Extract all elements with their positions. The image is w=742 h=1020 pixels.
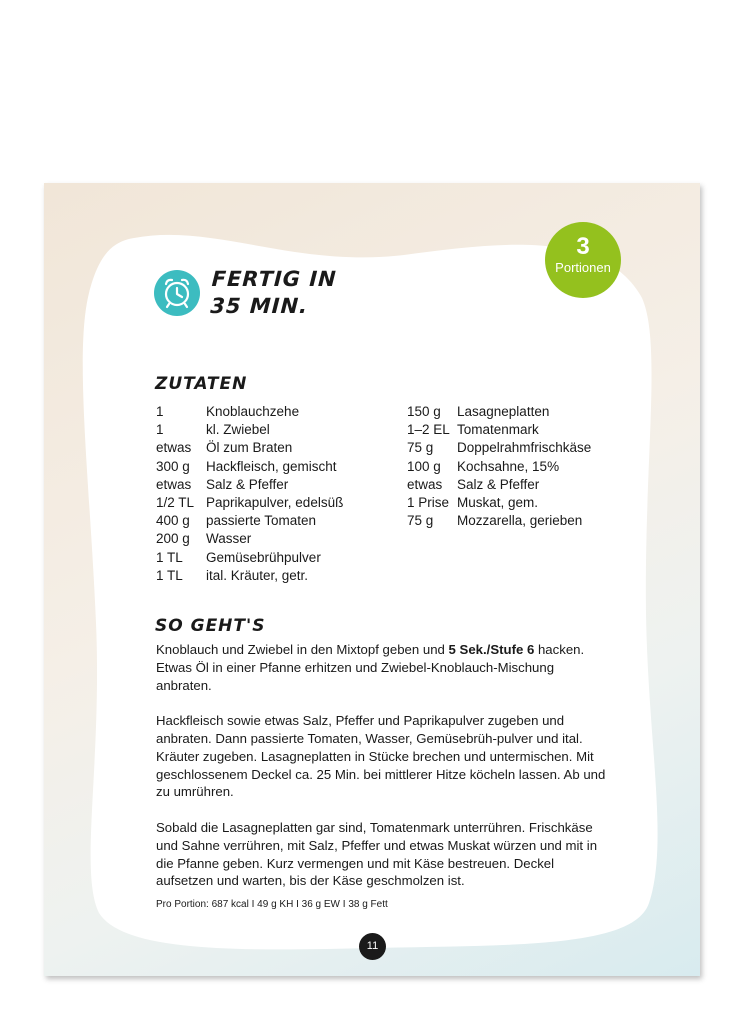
ingredient-row — [407, 439, 591, 457]
ingredient-quantity: 150 g — [407, 404, 441, 419]
step-paragraph-2: Hackfleisch sowie etwas Salz, Pfeffer und Paprikapulver zugeben und anbraten. Dann passierte Tomaten, Wasser, Gemüsebrüh-pulver und ital. Kräuter zugeben. Lasagneplatten in Stücke brechen und untermischen. Mit geschlossenem Deckel ca. 25 Min. bei mittlerer Hitze köcheln lassen. Ab und zu umrühren. — [156, 713, 606, 800]
ingredient-row — [156, 530, 343, 548]
nutrition-info: Pro Portion: 687 kcal I 49 g KH I 36 g EW I 38 g Fett — [156, 899, 388, 910]
portions-label: Portionen — [555, 260, 611, 275]
ingredient-name: Muskat, gem. — [457, 494, 539, 510]
ingredients-heading: ZUTATEN — [155, 374, 248, 394]
ingredient-name: Paprikapulver, edelsüß — [206, 494, 344, 510]
ingredient-name: Salz & Pfeffer — [457, 476, 540, 492]
instructions — [156, 641, 606, 908]
portions-badge — [545, 222, 621, 298]
ingredient-quantity: 100 g — [407, 458, 441, 474]
ingredient-row — [156, 403, 343, 421]
ingredient-name: ital. Kräuter, getr. — [206, 567, 309, 583]
ingredient-name: Lasagneplatten — [457, 404, 550, 419]
ingredient-name: Knoblauchzehe — [206, 404, 300, 419]
ingredient-name: Tomatenmark — [457, 422, 539, 438]
ingredient-quantity: 1 — [156, 404, 164, 419]
ingredient-name: passierte Tomaten — [206, 513, 317, 529]
ingredient-name: Doppelrahmfrischkäse — [457, 440, 592, 456]
ingredient-name: Kochsahne, 15% — [457, 458, 560, 474]
ingredient-quantity: 400 g — [156, 513, 190, 529]
ingredient-row — [407, 512, 591, 530]
ingredient-row — [156, 476, 343, 494]
ingredients-list-right — [407, 403, 591, 530]
ingredient-row — [407, 458, 591, 476]
cooking-time — [210, 266, 338, 320]
ingredient-name: kl. Zwiebel — [206, 422, 270, 438]
ingredient-row — [407, 476, 591, 494]
alarm-clock-icon — [154, 270, 200, 316]
ingredient-row — [407, 403, 591, 421]
ingredient-row — [156, 421, 343, 439]
ingredient-row — [407, 494, 591, 512]
ingredient-quantity: 200 g — [156, 531, 190, 547]
cooking-time-line2: 35 MIN. — [209, 294, 309, 318]
page-number: 11 — [359, 933, 386, 960]
cooking-time-line1: FERTIG IN — [211, 267, 338, 291]
ingredient-quantity: 1–2 EL — [407, 422, 450, 438]
ingredient-row — [156, 567, 343, 585]
ingredient-row — [156, 512, 343, 530]
ingredient-row — [156, 494, 343, 512]
ingredient-quantity: 75 g — [407, 440, 434, 456]
ingredient-quantity: etwas — [156, 476, 192, 492]
ingredient-quantity: etwas — [407, 476, 443, 492]
portions-number: 3 — [576, 233, 590, 260]
ingredient-row — [407, 421, 591, 439]
ingredient-quantity: 1 TL — [156, 549, 183, 565]
ingredient-quantity: 1 — [156, 422, 164, 438]
ingredient-quantity: etwas — [156, 440, 192, 456]
ingredients-list-left — [156, 403, 343, 585]
ingredient-name: Salz & Pfeffer — [206, 476, 289, 492]
ingredient-name: Öl zum Braten — [206, 440, 293, 456]
ingredient-name: Gemüsebrühpulver — [206, 549, 321, 565]
ingredient-quantity: 75 g — [407, 513, 434, 529]
step-paragraph-1: Knoblauch und Zwiebel in den Mixtopf geben und 5 Sek./Stufe 6 hacken. Etwas Öl in einer Pfanne erhitzen und Zwiebel-Knoblauch-Mischung anbraten. — [156, 642, 585, 693]
ingredient-row — [156, 549, 343, 567]
ingredient-quantity: 1 TL — [156, 567, 183, 583]
ingredient-name: Wasser — [206, 531, 252, 547]
ingredient-row — [156, 439, 343, 457]
ingredient-quantity: 1/2 TL — [156, 494, 195, 510]
ingredient-quantity: 300 g — [156, 458, 190, 474]
ingredient-name: Mozzarella, gerieben — [457, 513, 583, 529]
steps-heading: SO GEHT'S — [155, 616, 266, 636]
ingredient-quantity: 1 Prise — [407, 494, 450, 510]
ingredient-row — [156, 458, 343, 476]
ingredient-name: Hackfleisch, gemischt — [206, 458, 337, 474]
step-paragraph-3: Sobald die Lasagneplatten gar sind, Tomatenmark unterrühren. Frischkäse und Sahne verrühren, mit Salz, Pfeffer und etwas Muskat würzen und mit in die Pfanne geben. Kurz vermengen und mit Käse bestreuen. Deckel aufsetzen und warten, bis der Käse geschmolzen ist. — [156, 819, 598, 889]
